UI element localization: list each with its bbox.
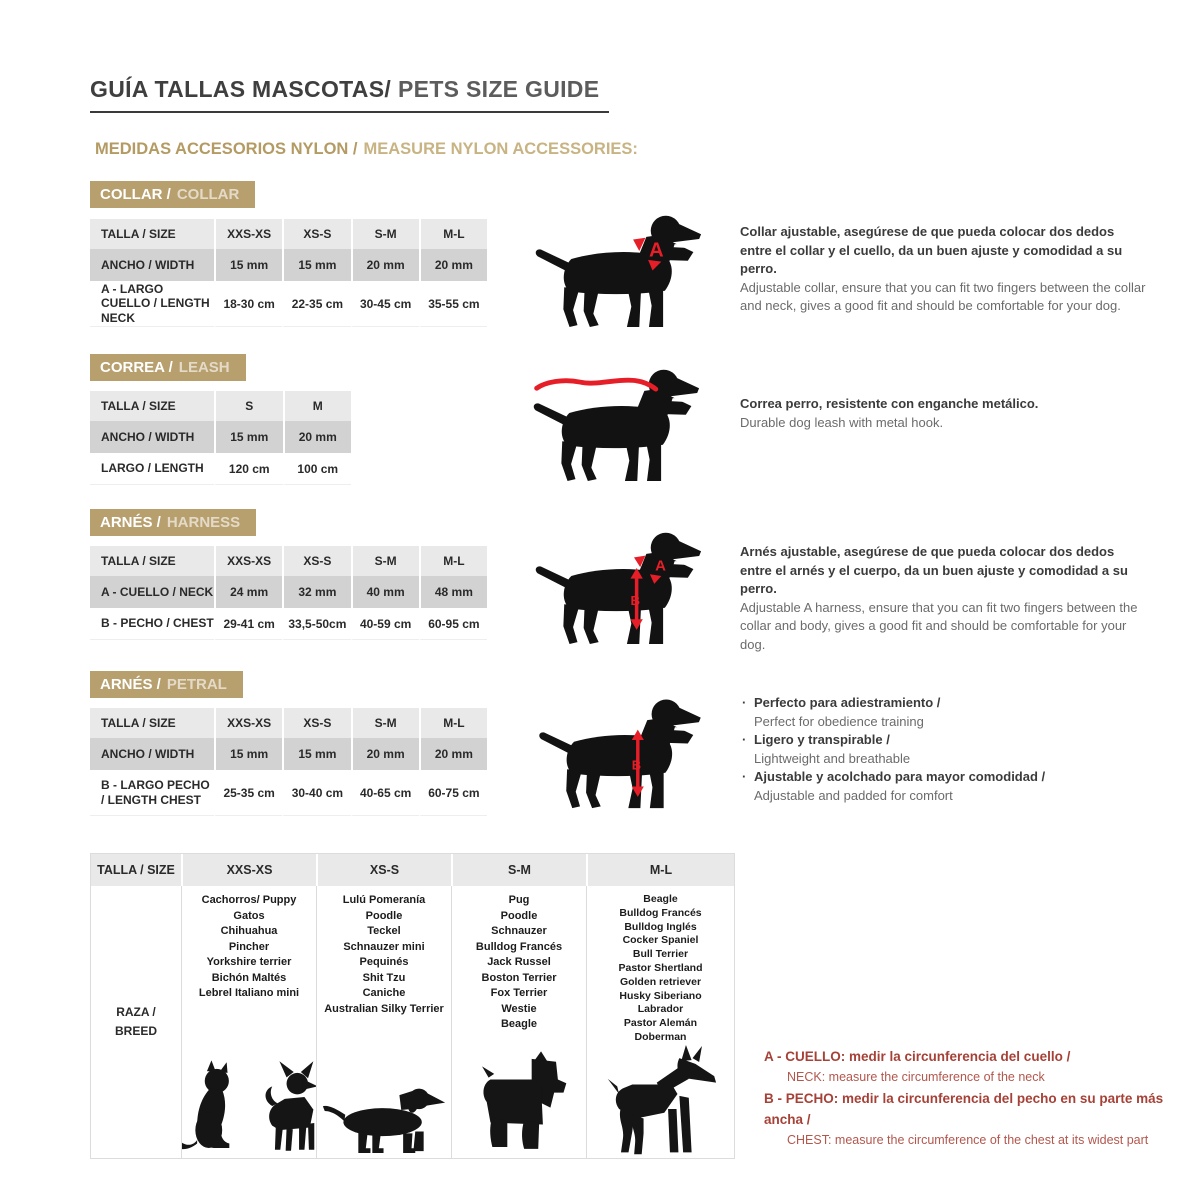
value-cell: 40-59 cm: [351, 608, 419, 640]
row-values: [214, 281, 487, 327]
dachshund-silhouette: [321, 1080, 447, 1155]
cat-silhouette: [181, 1060, 229, 1149]
breed-name: Cachorros/ Puppy: [201, 894, 297, 906]
breed-name: Bulldog Inglés: [624, 920, 697, 933]
breed-row-label: RAZA / BREED: [114, 1004, 157, 1038]
table-row: [90, 576, 487, 608]
size-column-cell: S-M: [351, 546, 419, 576]
value-cell: 20 mm: [419, 249, 487, 281]
collar-label-a: A: [648, 239, 664, 262]
feature-item: [742, 694, 1162, 731]
breed-table-body: [91, 886, 734, 1158]
breed-name: Lebrel Italiano mini: [198, 987, 300, 999]
value-cell: 24 mm: [214, 576, 282, 608]
size-column-cell: S-M: [351, 219, 419, 249]
breed-name: Chihuahua: [220, 925, 278, 937]
breed-name: Pequinés: [359, 956, 409, 968]
table-row: [90, 281, 487, 327]
breed-name: Bulldog Francés: [475, 940, 563, 953]
table-row: [90, 453, 351, 485]
breed-name: Gatos: [233, 909, 265, 922]
value-cell: 60-75 cm: [419, 770, 487, 816]
size-column-cell: XXS-XS: [181, 854, 316, 886]
breed-name: Shit Tzu: [362, 971, 406, 984]
page-title: [90, 76, 609, 113]
size-column-cell: S-M: [451, 854, 586, 886]
feature-item: [742, 768, 1162, 805]
value-cell: 40 mm: [351, 576, 419, 608]
value-cell: 60-95 cm: [419, 608, 487, 640]
value-cell: 22-35 cm: [282, 281, 350, 327]
value-cell: 15 mm: [214, 421, 283, 453]
doberman-silhouette: [602, 1045, 720, 1158]
dog-petral-diagram: [534, 690, 714, 815]
value-cell: 35-55 cm: [419, 281, 487, 327]
page-subtitle: [95, 140, 638, 159]
breed-name: Australian Silky Terrier: [324, 1002, 444, 1015]
size-column-cell: M-L: [419, 546, 487, 576]
breed-name: Poodle: [500, 909, 538, 922]
table-header-row: [90, 391, 351, 421]
breed-cell-xs-s: [316, 886, 451, 1158]
value-cell: 20 mm: [283, 421, 352, 453]
size-column-cell: XS-S: [282, 546, 350, 576]
size-column-cell: XS-S: [282, 219, 350, 249]
collar-description: [740, 223, 1148, 316]
row-values: [214, 453, 351, 485]
badge-label-en: COLLAR: [176, 186, 240, 203]
value-cell: 25-35 cm: [214, 770, 282, 816]
breed-cell-m-l: [586, 886, 734, 1158]
value-cell: 32 mm: [282, 576, 350, 608]
size-columns: [214, 546, 487, 576]
leash-description: [740, 395, 1148, 432]
leash-desc-en: Durable dog leash with metal hook.: [740, 414, 944, 430]
size-header-cell: TALLA / SIZE: [90, 391, 214, 421]
value-cell: 30-45 cm: [351, 281, 419, 327]
row-label-cell: ANCHO / WIDTH: [90, 421, 214, 453]
size-columns: [214, 708, 487, 738]
badge-label-es: ARNÉS /: [100, 514, 161, 531]
breed-list: [618, 893, 702, 1045]
breed-name: Boston Terrier: [481, 971, 557, 984]
measuring-notes: [764, 1046, 1198, 1151]
breed-name: Labrador: [637, 1003, 684, 1016]
breed-name: Poodle: [365, 909, 403, 922]
feature-item: [742, 731, 1162, 768]
size-column-cell: XXS-XS: [214, 708, 282, 738]
note-en: NECK: measure the circumference of the neck: [787, 1070, 1045, 1084]
value-cell: 15 mm: [214, 738, 282, 770]
value-cell: 120 cm: [214, 453, 283, 485]
row-label-cell: A - LARGO CUELLO / LENGTH NECK: [90, 281, 214, 327]
badge-label-es: CORREA /: [100, 359, 173, 376]
breed-name: Westie: [501, 1002, 537, 1015]
value-cell: 48 mm: [419, 576, 487, 608]
page-title-en: PETS SIZE GUIDE: [398, 76, 600, 102]
table-header-row: [90, 546, 487, 576]
petral-label-b: B: [631, 757, 642, 773]
row-values: [214, 770, 487, 816]
breed-name: Yorkshire terrier: [206, 956, 292, 968]
breed-name: Beagle: [500, 1018, 538, 1030]
page-title-es: GUÍA TALLAS MASCOTAS/: [90, 76, 392, 102]
dog-leash-diagram: [528, 360, 713, 488]
breed-name: Cocker Spaniel: [622, 934, 699, 947]
size-columns: [214, 391, 351, 421]
size-header-cell: TALLA / SIZE: [90, 708, 214, 738]
size-column-cell: M: [283, 391, 352, 421]
size-column-cell: XS-S: [316, 854, 451, 886]
harness-label-b: B: [630, 593, 641, 609]
row-label-cell: B - PECHO / CHEST: [90, 608, 214, 640]
chihuahua-silhouette: [266, 1061, 316, 1150]
breed-name: Bulldog Francés: [619, 906, 702, 919]
badge-label-en: PETRAL: [166, 676, 227, 693]
breed-name: Jack Russel: [487, 956, 551, 968]
value-cell: 15 mm: [282, 249, 350, 281]
breed-name: Fox Terrier: [490, 987, 548, 999]
leash-size-table: [90, 391, 351, 485]
value-cell: 20 mm: [419, 738, 487, 770]
breed-name: Caniche: [362, 987, 406, 999]
breed-list: [476, 893, 562, 1033]
petral-size-table: [90, 708, 487, 816]
value-cell: 33,5-50cm: [282, 608, 350, 640]
breed-name: Schnauzer: [491, 925, 547, 937]
feature-en: Adjustable and padded for comfort: [754, 787, 953, 803]
row-values: [214, 249, 487, 281]
xxs-xs-silhouettes: [181, 1057, 316, 1155]
size-column-cell: XXS-XS: [214, 219, 282, 249]
row-values: [214, 608, 487, 640]
row-label-cell: B - LARGO PECHO / LENGTH CHEST: [90, 770, 214, 816]
breed-name: Pastor Alemán: [623, 1017, 698, 1030]
breed-name: Teckel: [367, 925, 401, 937]
value-cell: 100 cm: [283, 453, 352, 485]
note-chest: [764, 1088, 1198, 1151]
breed-cell-xxs-xs: [181, 886, 316, 1158]
note-es: B - PECHO: medir la circunferencia del pecho en su parte más ancha /: [764, 1091, 1164, 1127]
breed-cell-s-m: [451, 886, 586, 1158]
table-header-row: [90, 219, 487, 249]
value-cell: 20 mm: [351, 249, 419, 281]
breed-name: Husky Siberiano: [619, 989, 702, 1002]
row-label-cell: LARGO / LENGTH: [90, 453, 214, 485]
table-row: [90, 770, 487, 816]
breed-size-table: [90, 853, 735, 1159]
table-row: [90, 738, 487, 770]
harness-desc-es: Arnés ajustable, asegúrese de que pueda colocar dos dedos entre el arnés y el cuerpo, da un buen ajuste y comodidad a su perro.: [740, 544, 1128, 596]
size-column-cell: XXS-XS: [214, 546, 282, 576]
size-header-cell: TALLA / SIZE: [91, 854, 181, 886]
table-row: [90, 421, 351, 453]
row-values: [214, 738, 487, 770]
breed-name: Bichón Maltés: [211, 971, 287, 984]
schnauzer-silhouette: [468, 1049, 571, 1155]
value-cell: 15 mm: [214, 249, 282, 281]
row-label-cell: ANCHO / WIDTH: [90, 249, 214, 281]
leash-desc-es: Correa perro, resistente con enganche metálico.: [740, 396, 1039, 411]
breed-table-header: [91, 854, 734, 886]
badge-label-en: LEASH: [178, 359, 230, 376]
feature-en: Lightweight and breathable: [754, 750, 911, 766]
breed-name: Golden retriever: [619, 975, 702, 988]
row-label-cell: ANCHO / WIDTH: [90, 738, 214, 770]
breed-name: Lulú Pomeranía: [342, 894, 426, 906]
breed-list: [324, 893, 444, 1017]
note-en: CHEST: measure the circumference of the chest at its widest part: [787, 1133, 1149, 1147]
breed-name: Beagle: [643, 893, 678, 905]
collar-size-table: [90, 219, 487, 327]
feature-es: · Ligero y transpirable /: [754, 731, 1162, 750]
petral-feature-list: [742, 694, 1162, 805]
value-cell: 29-41 cm: [214, 608, 282, 640]
value-cell: 15 mm: [282, 738, 350, 770]
breed-list: [199, 893, 299, 1002]
note-es: A - CUELLO: medir la circunferencia del cuello /: [764, 1049, 1071, 1064]
size-column-cell: S-M: [351, 708, 419, 738]
size-columns: [214, 219, 487, 249]
badge-label-es: ARNÉS /: [100, 676, 161, 693]
leash-section-badge: [90, 354, 246, 381]
row-label-cell: A - CUELLO / NECK: [90, 576, 214, 608]
size-header-cell: TALLA / SIZE: [90, 546, 214, 576]
table-row: [90, 249, 487, 281]
collar-desc-en: Adjustable collar, ensure that you can fit two fingers between the collar and neck, gives a good fit and should be comfortable for your dog.: [740, 279, 1146, 313]
harness-size-table: [90, 546, 487, 640]
breed-name: Bull Terrier: [632, 948, 689, 961]
feature-es: · Perfecto para adiestramiento /: [754, 694, 1162, 713]
value-cell: 18-30 cm: [214, 281, 282, 327]
collar-desc-es: Collar ajustable, asegúrese de que pueda colocar dos dedos entre el collar y el cuello, da un buen ajuste y comodidad a su perro.: [740, 224, 1123, 276]
table-row: [90, 608, 487, 640]
harness-label-a: A: [655, 557, 667, 575]
row-values: [214, 576, 487, 608]
harness-desc-en: Adjustable A harness, ensure that you can fit two fingers between the collar and body, gives a good fit and should be comfortable for your dog.: [740, 599, 1138, 652]
dog-collar-diagram: [530, 206, 715, 334]
breed-name: Schnauzer mini: [343, 940, 425, 953]
badge-label-es: COLLAR /: [100, 186, 171, 203]
petral-section-badge: [90, 671, 243, 698]
badge-label-en: HARNESS: [166, 514, 241, 531]
dog-harness-diagram: [530, 523, 715, 651]
row-values: [214, 421, 351, 453]
breed-name: Pug: [508, 894, 530, 906]
breed-name: Pastor Shertland: [618, 961, 703, 974]
page-subtitle-en: MEASURE NYLON ACCESSORIES:: [363, 140, 638, 158]
size-column-cell: M-L: [419, 708, 487, 738]
table-header-row: [90, 708, 487, 738]
value-cell: 40-65 cm: [351, 770, 419, 816]
note-neck: [764, 1046, 1198, 1088]
breed-name: Pincher: [228, 940, 270, 953]
size-column-cell: XS-S: [282, 708, 350, 738]
size-column-cell: M-L: [419, 219, 487, 249]
size-column-cell: M-L: [586, 854, 734, 886]
feature-es: · Ajustable y acolchado para mayor comodidad /: [754, 768, 1162, 787]
leash-line: [537, 380, 656, 389]
harness-description: [740, 543, 1148, 654]
feature-en: Perfect for obedience training: [754, 713, 924, 729]
value-cell: 20 mm: [351, 738, 419, 770]
page-subtitle-es: MEDIDAS ACCESORIOS NYLON /: [95, 140, 358, 158]
harness-section-badge: [90, 509, 256, 536]
collar-section-badge: [90, 181, 255, 208]
value-cell: 30-40 cm: [282, 770, 350, 816]
breed-name: Doberman: [634, 1030, 687, 1043]
size-header-cell: TALLA / SIZE: [90, 219, 214, 249]
size-column-cell: S: [214, 391, 283, 421]
